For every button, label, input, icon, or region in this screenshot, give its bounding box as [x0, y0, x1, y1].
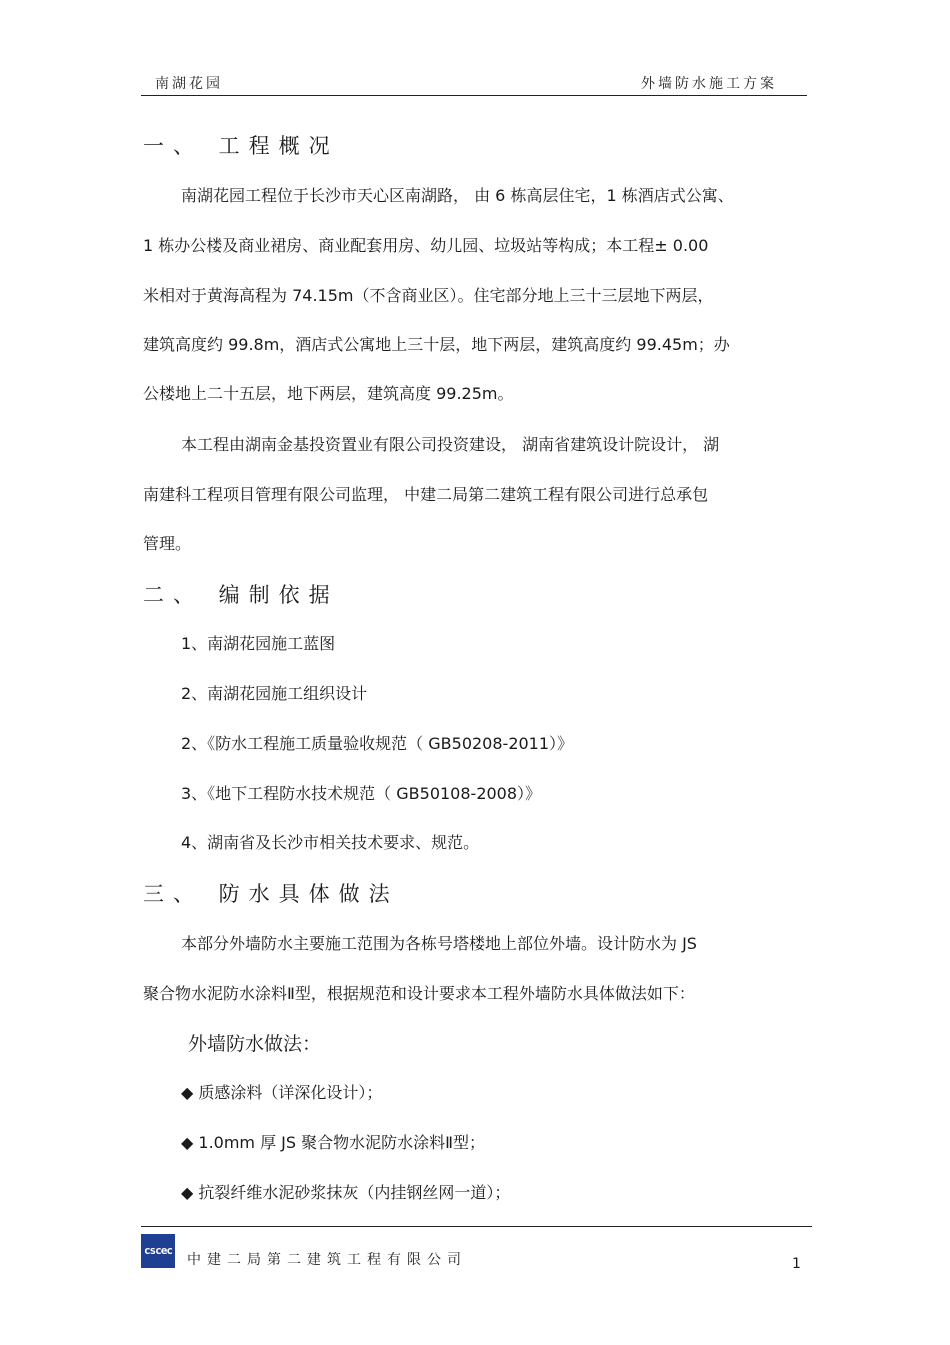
- list-item: 2、《防水工程施工质量验收规范（ GB50208-2011）》: [181, 734, 574, 753]
- paragraph-line: 南建科工程项目管理有限公司监理， 中建二局第二建筑工程有限公司进行总承包: [143, 485, 709, 504]
- paragraph-line: 本工程由湖南金基投资置业有限公司投资建设， 湖南省建筑设计院设计， 湖: [181, 435, 720, 454]
- section-3-heading: 三、 防水具体做法: [143, 882, 399, 906]
- section-1-heading: 一、 工程概况: [143, 134, 339, 158]
- list-item: 4、湖南省及长沙市相关技术要求、规范。: [181, 833, 480, 852]
- section-2-heading: 二、 编制依据: [143, 583, 339, 607]
- page-number: 1: [792, 1256, 801, 1272]
- footer-divider: [141, 1226, 812, 1227]
- paragraph-line: 聚合物水泥防水涂料Ⅱ型，根据规范和设计要求本工程外墙防水具体做法如下：: [143, 984, 695, 1003]
- bullet-item: ◆ 抗裂纤维水泥砂浆抹灰（内挂钢丝网一道）；: [181, 1183, 511, 1202]
- paragraph-line: 公楼地上二十五层，地下两层，建筑高度 99.25m。: [143, 384, 514, 403]
- footer-company-name: 中建二局第二建筑工程有限公司: [187, 1252, 467, 1268]
- paragraph-line: 南湖花园工程位于长沙市天心区南湖路， 由 6 栋高层住宅，1 栋酒店式公寓、: [181, 186, 734, 205]
- company-logo: cscec: [141, 1234, 175, 1268]
- bullet-item: ◆ 质感涂料（详深化设计）；: [181, 1083, 383, 1102]
- list-item: 1、南湖花园施工蓝图: [181, 634, 336, 653]
- header-divider: [141, 95, 807, 96]
- paragraph-line: 米相对于黄海高程为 74.15m（不含商业区）。住宅部分地上三十三层地下两层，: [143, 286, 714, 305]
- header-left-title: 南湖花园: [155, 76, 223, 92]
- list-item: 3、《地下工程防水技术规范（ GB50108-2008）》: [181, 784, 542, 803]
- paragraph-line: 建筑高度约 99.8m，酒店式公寓地上三十层，地下两层，建筑高度约 99.45m；办: [143, 335, 730, 354]
- list-item: 2、南湖花园施工组织设计: [181, 684, 368, 703]
- paragraph-line: 管理。: [143, 534, 192, 553]
- bullet-item: ◆ 1.0mm 厚 JS 聚合物水泥防水涂料Ⅱ型；: [181, 1133, 486, 1152]
- paragraph-line: 本部分外墙防水主要施工范围为各栋号塔楼地上部位外墙。设计防水为 JS: [181, 934, 697, 953]
- paragraph-line: 1 栋办公楼及商业裙房、商业配套用房、幼儿园、垃圾站等构成；本工程± 0.00: [143, 236, 709, 255]
- header-right-title: 外墙防水施工方案: [641, 76, 777, 92]
- subsection-title: 外墙防水做法：: [188, 1033, 322, 1055]
